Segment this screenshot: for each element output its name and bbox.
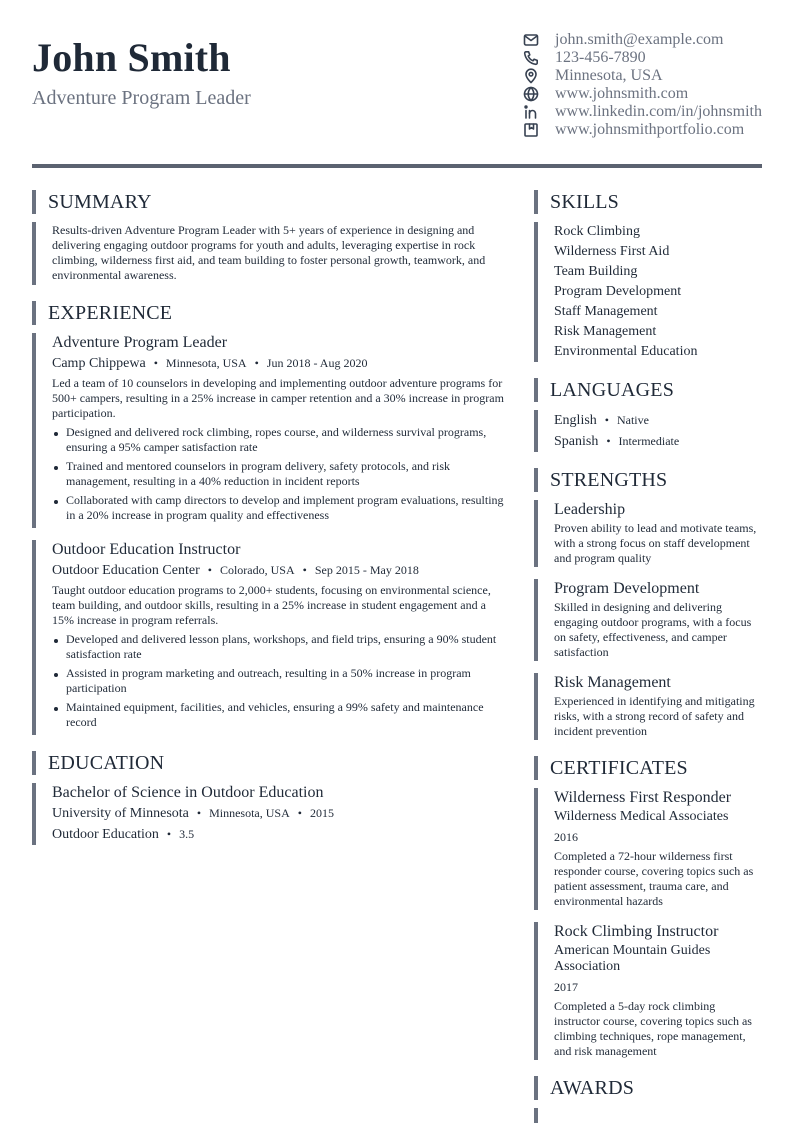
separator-dot: • [196, 806, 202, 820]
job-bullet: Collaborated with camp directors to develop and implement program evaluations, resulting in a 20% increase in program quality and effectiveness [52, 493, 510, 523]
left-column [32, 190, 510, 845]
right-column [534, 190, 762, 1123]
job-company: Outdoor Education Center [52, 563, 200, 578]
language-name: English [554, 413, 597, 428]
header-divider [32, 164, 762, 168]
skill-item: Team Building [554, 264, 638, 279]
school-location: Minnesota, USA [209, 806, 290, 820]
contact-list [522, 31, 782, 139]
separator-dot: • [254, 356, 259, 370]
strength-description: Proven ability to lead and motivate teams, with a strong focus on staff development and program quality [554, 521, 757, 565]
globe-icon [522, 86, 539, 103]
job-location: Colorado, USA [219, 563, 295, 577]
skill-item: Risk Management [554, 324, 657, 339]
separator-dot: • [153, 356, 158, 370]
job-description: Led a team of 10 counselors in developing and implementing outdoor adventure programs for 500+ campers, resulting in a 25% increase in camper retention and a 30% increase in program participation. [52, 376, 504, 420]
education-field-row [52, 824, 510, 845]
skills-heading: SKILLS [534, 190, 762, 214]
portfolio-icon [522, 122, 539, 139]
strength-title: Program Development [554, 580, 700, 597]
job-meta [52, 353, 510, 374]
summary-heading: SUMMARY [32, 190, 510, 214]
contact-phone[interactable] [522, 49, 782, 67]
job-bullet: Trained and mentored counselors in program delivery, safety protocols, and risk management, resulting in a 40% reduction in incident reports [52, 459, 510, 489]
degree-title: Bachelor of Science in Outdoor Education [52, 784, 324, 801]
experience-item [32, 333, 510, 528]
certificate-org: Wilderness Medical Associates [554, 809, 729, 824]
job-bullets [52, 425, 510, 523]
contact-website-text[interactable]: www.johnsmith.com [555, 85, 689, 102]
job-location: Minnesota, USA [165, 356, 247, 370]
certificate-title: Rock Climbing Instructor [554, 923, 719, 940]
skill-item: Wilderness First Aid [554, 244, 670, 259]
education-meta [52, 803, 510, 824]
certificate-year: 2016 [554, 830, 578, 844]
strength-description: Skilled in designing and delivering engaging outdoor programs, with a focus on safety, effectiveness, and camper satisfaction [554, 600, 752, 659]
job-meta [52, 560, 510, 581]
job-title: Adventure Program Leader [52, 334, 228, 351]
experience-heading: EXPERIENCE [32, 301, 510, 325]
strengths-heading: STRENGTHS [534, 468, 762, 492]
skills-list [534, 222, 762, 362]
strength-item [534, 579, 762, 661]
certificate-title: Wilderness First Responder [554, 789, 732, 806]
strength-title: Leadership [554, 501, 626, 518]
job-description: Taught outdoor education programs to 2,000+ students, focusing on environmental science, team building, and outdoor skills, resulting in a 25% increase in student engagement and a 15% increase in program referrals. [52, 583, 491, 627]
certificates-heading: CERTIFICATES [534, 756, 762, 780]
strength-title: Risk Management [554, 674, 671, 691]
language-level: Intermediate [618, 434, 680, 448]
job-company: Camp Chippewa [52, 356, 146, 371]
contact-email-text[interactable]: john.smith@example.com [555, 31, 724, 48]
gpa: 3.5 [179, 827, 195, 841]
language-name: Spanish [554, 434, 599, 449]
certificate-org: American Mountain Guides Association [554, 943, 711, 974]
separator-dot: • [302, 563, 307, 577]
certificate-item [534, 922, 762, 1060]
awards-section [534, 1108, 762, 1123]
contact-linkedin-text[interactable]: www.linkedin.com/in/johnsmith [555, 103, 762, 120]
summary-section [32, 222, 510, 285]
certificate-item [534, 788, 762, 910]
job-dates: Sep 2015 - May 2018 [314, 563, 419, 577]
skill-item: Staff Management [554, 304, 658, 319]
skill-item: Program Development [554, 284, 682, 299]
language-level: Native [616, 413, 649, 427]
job-bullets [52, 632, 510, 730]
contact-portfolio-text[interactable]: www.johnsmithportfolio.com [555, 121, 745, 138]
language-item [554, 431, 762, 452]
skill-item: Rock Climbing [554, 224, 640, 239]
candidate-title: Adventure Program Leader [32, 87, 251, 109]
languages-heading: LANGUAGES [534, 378, 762, 402]
separator-dot: • [604, 413, 609, 427]
job-bullet: Developed and delivered lesson plans, workshops, and field trips, ensuring a 90% student satisfaction rate [52, 632, 510, 662]
separator-dot: • [297, 806, 302, 820]
contact-email[interactable] [522, 31, 782, 49]
experience-item [32, 540, 510, 735]
contact-location [522, 67, 782, 85]
languages-list [534, 410, 762, 452]
field-of-study: Outdoor Education [52, 827, 159, 842]
certificate-description: Completed a 72-hour wilderness first responder course, covering topics such as patient assessment, trauma care, and environmental hazards [554, 849, 754, 908]
job-dates: Jun 2018 - Aug 2020 [266, 356, 368, 370]
certificate-year: 2017 [554, 980, 578, 994]
school-name: University of Minnesota [52, 806, 189, 821]
contact-website[interactable] [522, 85, 782, 103]
strength-description: Experienced in identifying and mitigating risks, with a strong record of safety and incident prevention [554, 694, 755, 738]
education-item [32, 783, 510, 845]
phone-icon [522, 50, 539, 67]
skill-item: Environmental Education [554, 344, 698, 359]
location-icon [522, 68, 539, 85]
separator-dot: • [166, 827, 172, 841]
strength-item [534, 500, 762, 567]
contact-linkedin[interactable] [522, 103, 782, 121]
job-bullet: Maintained equipment, facilities, and vehicles, ensuring a 99% safety and maintenance record [52, 700, 510, 730]
strength-item [534, 673, 762, 740]
linkedin-icon [522, 104, 539, 121]
education-heading: EDUCATION [32, 751, 510, 775]
job-bullet: Assisted in program marketing and outreach, resulting in a 50% increase in program participation [52, 666, 510, 696]
email-icon [522, 32, 539, 49]
job-bullet: Designed and delivered rock climbing, ropes course, and wilderness survival programs, ensuring a 95% camper satisfaction rate [52, 425, 510, 455]
awards-heading: AWARDS [534, 1076, 762, 1100]
contact-location-text: Minnesota, USA [555, 67, 663, 84]
separator-dot: • [207, 563, 212, 577]
separator-dot: • [606, 434, 611, 448]
language-item [554, 410, 762, 431]
certificate-description: Completed a 5-day rock climbing instructor course, covering topics such as climbing techniques, rope management, and risk management [554, 999, 752, 1058]
summary-text: Results-driven Adventure Program Leader with 5+ years of experience in designing and delivering engaging outdoor programs for youth and adults, leveraging expertise in rock climbing, wilderness first aid, and team building to foster personal growth, teamwork, and environmental awareness. [52, 223, 486, 282]
contact-portfolio[interactable] [522, 121, 782, 139]
graduation-year: 2015 [309, 806, 334, 820]
candidate-name: John Smith [32, 35, 231, 80]
contact-phone-text[interactable]: 123-456-7890 [555, 49, 646, 66]
job-title: Outdoor Education Instructor [52, 541, 241, 558]
